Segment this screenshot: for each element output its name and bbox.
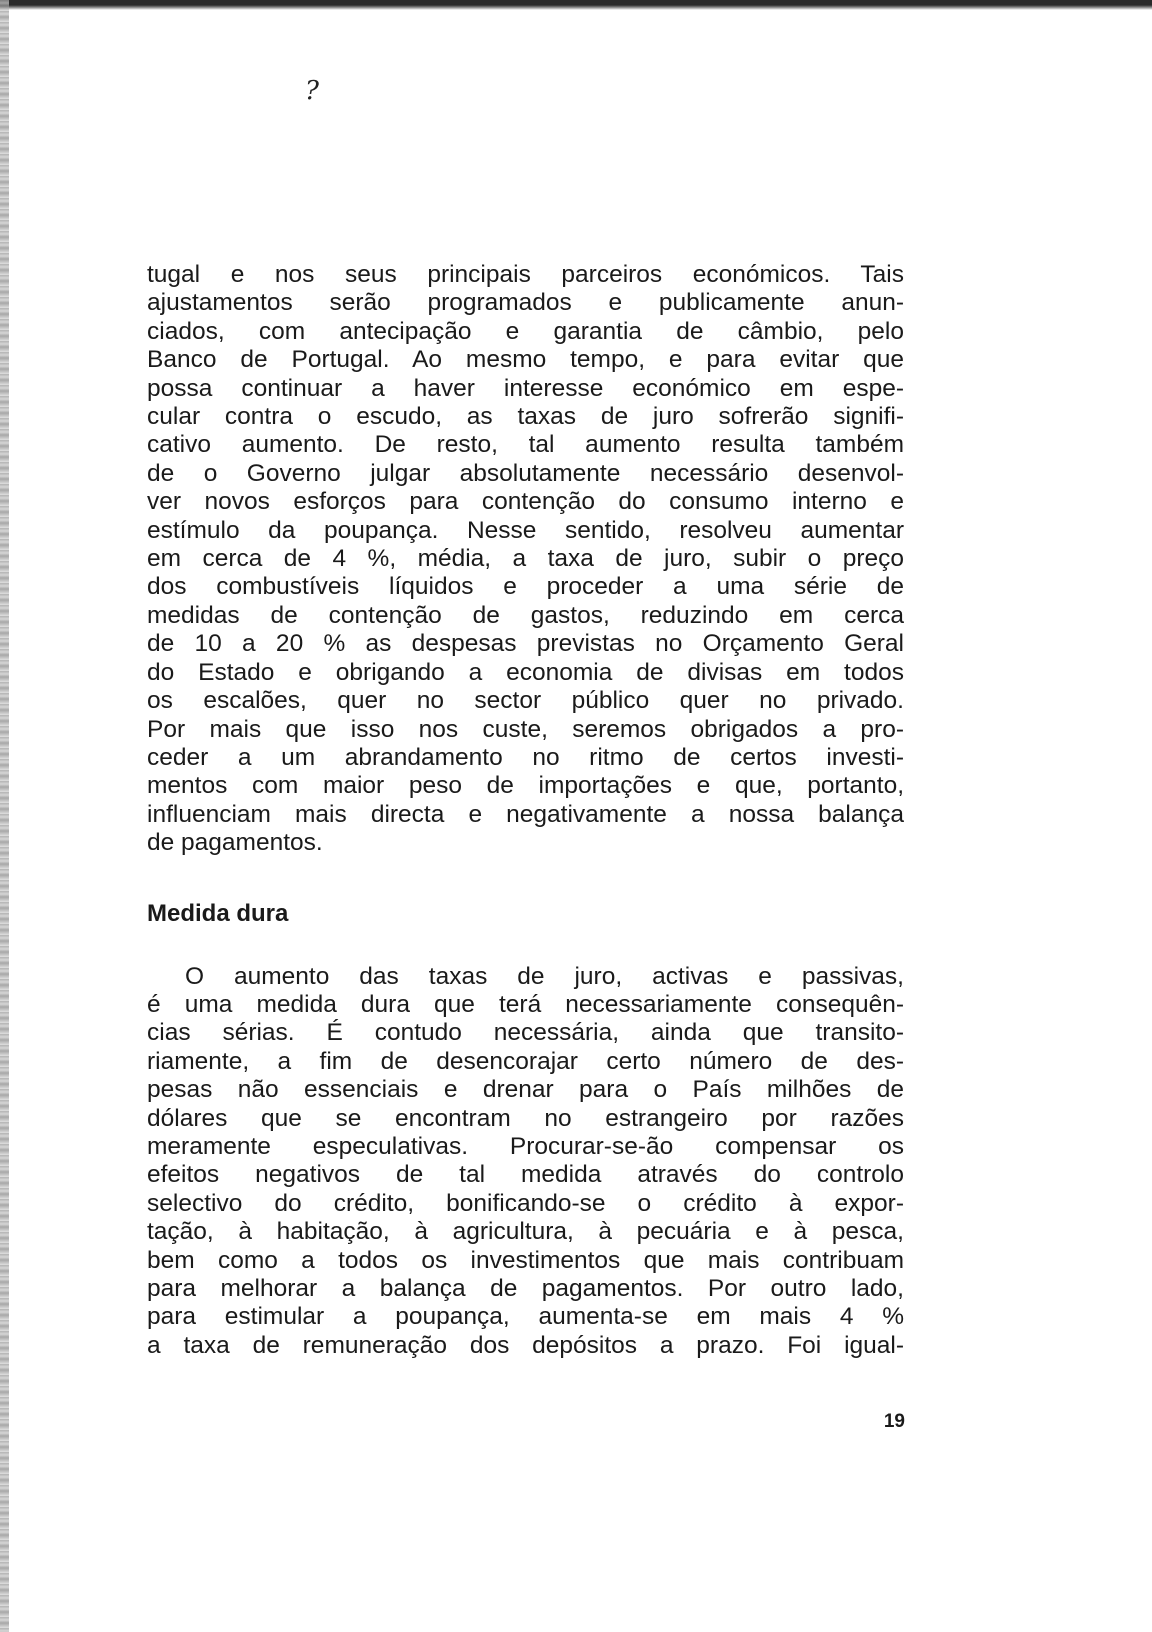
section-heading-wrap — [147, 900, 904, 928]
scan-top-edge — [0, 0, 1152, 10]
text-line: O aumento das taxas de juro, activas e passivas, — [185, 962, 904, 990]
text-line: influenciam mais directa e negativamente a nossa balança — [147, 800, 904, 828]
text-line: selectivo do crédito, bonificando-se o crédito à expor- — [147, 1189, 904, 1217]
text-line: a taxa de remuneração dos depósitos a prazo. Foi igual- — [147, 1331, 904, 1359]
text-line: de 10 a 20 % as despesas previstas no Orçamento Geral — [147, 630, 904, 658]
text-line: Banco de Portugal. Ao mesmo tempo, e para evitar que — [147, 346, 904, 374]
text-line: para melhorar a balança de pagamentos. Por outro lado, — [147, 1275, 904, 1302]
text-line: ciados, com antecipação e garantia de câmbio, pelo — [147, 317, 904, 345]
text-line: Por mais que isso nos custe, seremos obrigados a pro- — [147, 715, 904, 743]
text-line: meramente especulativas. Procurar-se-ão compensar os — [147, 1132, 904, 1160]
handwritten-mark: ? — [305, 76, 319, 106]
text-line: pesas não essenciais e drenar para o País milhões de — [147, 1076, 904, 1104]
text-line: é uma medida dura que terá necessariamente consequên- — [147, 990, 904, 1018]
text-line: efeitos negativos de tal medida através do controlo — [147, 1161, 904, 1189]
text-line: dos combustíveis líquidos e proceder a uma série de — [147, 573, 904, 601]
text-line: cativo aumento. De resto, tal aumento resulta também — [147, 431, 904, 459]
section-heading: Medida dura — [147, 899, 289, 927]
text-line: bem como a todos os investimentos que mais contribuam — [147, 1246, 904, 1274]
text-line: de pagamentos. — [147, 829, 323, 857]
text-line: riamente, a fim de desencorajar certo número de des- — [147, 1047, 904, 1075]
scan-left-edge — [0, 0, 9, 1632]
text-line: em cerca de 4 %, média, a taxa de juro, subir o preço — [147, 545, 904, 573]
text-line: ver novos esforços para contenção do consumo interno e — [147, 488, 904, 516]
text-line: cias sérias. É contudo necessária, ainda que transito- — [147, 1019, 904, 1047]
text-line: possa continuar a haver interesse económico em espe- — [147, 374, 904, 402]
text-line: para estimular a poupança, aumenta-se em mais 4 % — [147, 1303, 904, 1331]
text-line: tugal e nos seus principais parceiros económicos. Tais — [147, 261, 904, 288]
text-line: dólares que se encontram no estrangeiro por razões — [147, 1104, 904, 1132]
text-line: estímulo da poupança. Nesse sentido, resolveu aumentar — [147, 516, 904, 544]
text-line: tação, à habitação, à agricultura, à pecuária e à pesca, — [147, 1218, 904, 1246]
page-number: 19 — [883, 1411, 905, 1432]
text-line: de o Governo julgar absolutamente necessário desenvol- — [147, 459, 904, 487]
page-body — [147, 261, 904, 1360]
text-line: os escalões, quer no sector público quer no privado. — [147, 687, 904, 715]
text-line: do Estado e obrigando a economia de divisas em todos — [147, 658, 904, 686]
paragraph-1 — [147, 261, 904, 858]
paragraph-2 — [147, 963, 904, 1361]
text-line: medidas de contenção de gastos, reduzindo em cerca — [147, 601, 904, 629]
text-line: mentos com maior peso de importações e que, portanto, — [147, 772, 904, 800]
text-line: cular contra o escudo, as taxas de juro sofrerão signifi- — [147, 403, 904, 431]
text-line: ajustamentos serão programados e publicamente anun- — [147, 289, 904, 317]
text-line: ceder a um abrandamento no ritmo de certos investi- — [147, 743, 904, 771]
